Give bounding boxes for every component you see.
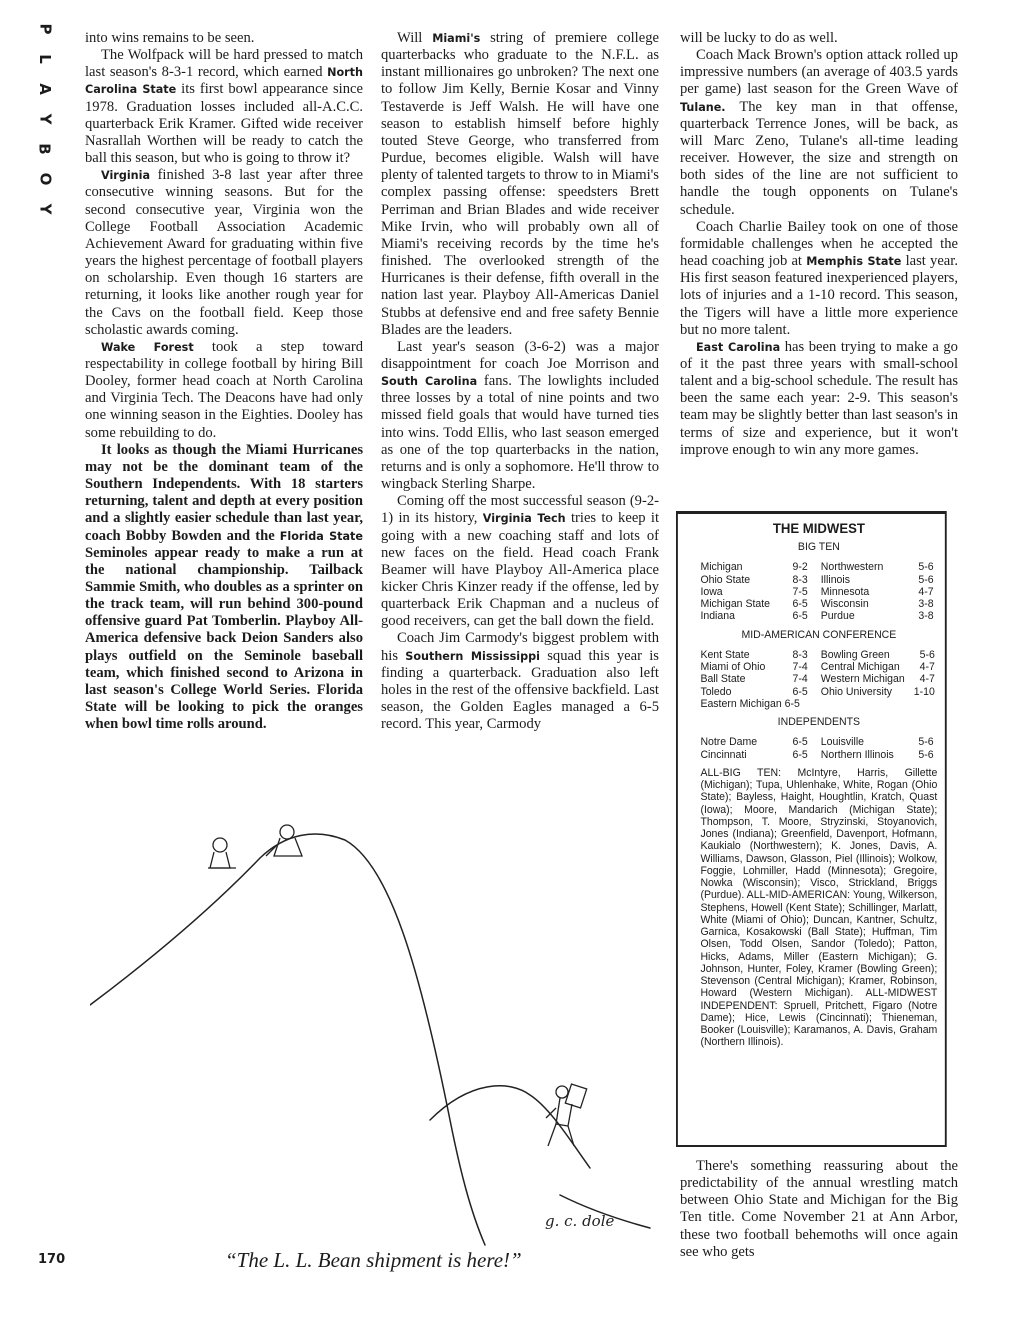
team-name: East Carolina (696, 340, 781, 354)
table-row: Ohio State 8-3 Illinois 5-6 (700, 573, 934, 586)
table-row: Kent State 8-3 Bowling Green 5-6 (700, 648, 935, 661)
table-row: Cincinnati 6-5 Northern Illinois 5-6 (700, 748, 934, 761)
side-letter: P (36, 23, 54, 35)
side-letter: A (35, 83, 54, 95)
box-title: THE MIDWEST (772, 520, 865, 536)
paragraph: Coach Jim Carmody's biggest problem with his Southern Mississippi squad this year is finding a quarterback. Graduation also left holes in the rest of the offensive backfield. Last season, the Golden Eagles managed a 6-5 record. This year, Carmody (381, 630, 659, 733)
article-column-3-continued (680, 1158, 958, 1261)
table-row: Indiana 6-5 Purdue 3-8 (700, 610, 934, 623)
table-row: Miami of Ohio 7-4 Central Michigan 4-7 (700, 661, 935, 673)
side-letter: O (35, 172, 54, 186)
paragraph: will be lucky to do as well. (680, 30, 838, 46)
table-row: Ball State 7-4 Western Michigan 4-7 (700, 673, 935, 686)
paragraph: Coming off the most successful season (9-2-1) in its history, Virginia Tech tries to keep it going with a new coaching staff and lots of new faces on the field. Head coach Frank Beamer will have Playboy All-America place kicker Chris Kinzer ready if the offense, led by quarterback Erik Chapman and a nucleus of good receivers, can get the ball down the field. (381, 493, 660, 630)
standings-table-big-ten (700, 561, 933, 622)
paragraph: Coach Mack Brown's option attack rolled up impressive numbers (an average of 403.5 yards per game) last season for the Green Wave of Tulane. The key man in that offense, quarterback Terrence Jones, will be back, as will Marc Zeno, Tulane's all-time leading receiver. However, the size and strength on both sides of the line are not sufficient to handle the tough opponents on Tulane's schedule. (680, 47, 958, 218)
table-row: Michigan 9-2 Northwestern 5-6 (700, 561, 934, 574)
team-name: Virginia (101, 169, 151, 183)
standings-table-independents (700, 736, 933, 761)
paragraph: Coach Charlie Bailey took on one of those formidable challenges when he accepted the head coaching job at Memphis State last year. His first season featured inexperienced players, lots of injuries and a 1-10 record. This season, the Tigers will have a little more experience but no more talent. (680, 218, 958, 338)
team-name: Wake Forest (101, 340, 194, 354)
paragraph: Last year's season (3-6-2) was a major disappointment for coach Joe Morrison and South Carolina fans. The lowlights included three losses by a total of nine points and two missed field goals that would have turned ties into wins. Todd Ellis, who last season emerged as one of the top quarterbacks in the nation, returns and is only a sophomore. He'll throw to wingback Sterling Sharpe. (381, 338, 660, 493)
side-letter: Y (36, 203, 54, 215)
paragraph: East Carolina has been trying to make a go of it the past three years with small-school talent and a big-school schedule. The result has been the same each year: 2-9. This season's team may be slightly better than last season's in terms of size and experience, but it won't improve enough to win any more games. (680, 338, 958, 458)
table-row: Toledo 6-5 Ohio University 1-10 (700, 685, 935, 698)
article-column-3 (680, 30, 958, 459)
paragraph: into wins remains to be seen. (85, 30, 255, 46)
team-name: South Carolina (381, 375, 478, 389)
midwest-standings-box (676, 511, 947, 1147)
paragraph: There's something reassuring about the predictability of the annual wrestling match between Ohio State and Michigan for the Big Ten title. Come November 21 at Ann Arbor, these two football behemoths will once again see who gets (680, 1158, 958, 1260)
conference-title: INDEPENDENTS (777, 716, 861, 728)
team-name: Memphis State (806, 255, 902, 269)
team-name: Southern Mississippi (405, 649, 540, 663)
side-letter: Y (36, 113, 54, 125)
team-name: Miami's (432, 32, 481, 45)
article-column-1 (85, 30, 363, 733)
standings-table-mac (700, 649, 934, 710)
table-row: Iowa 7-5 Minnesota 4-7 (700, 585, 934, 598)
team-name: Virginia Tech (482, 512, 566, 526)
men-on-summit-icon (208, 825, 302, 868)
side-letter: B (36, 143, 54, 155)
team-name: Tulane. (680, 100, 726, 114)
conference-title: MID-AMERICAN CONFERENCE (741, 628, 897, 641)
paragraph: Virginia finished 3-8 last year after three consecutive winning seasons. But for the second consecutive year, Virginia won the College Football Association Academic Achievement Award for graduating within five years the highest percentage of football players on scholarship. Even though 16 starters are returning, it looks like another rough year for the Cavs on the football field. Keep those scholastic awards coming. (85, 167, 363, 338)
team-name: North Carolina State (85, 66, 363, 97)
team-name: Florida State (279, 529, 363, 543)
paragraph: Will Miami's string of premiere college quarterbacks who graduate to the N.F.L. as instant millionaires go unbroken? The next one to follow Jim Kelly, Bernie Kosar and Vinny Testaverde is Jeff Walsh. He will have one season to establish himself before highly touted Steve George, who transferred from Purdue, becomes eligible. Walsh will have plenty of talented targets to throw to in Miami's complex passing offense: speedsters Brett Perriman and Brian Blades and wide receiver Mike Irvin, who will probably own all of Miami's receiving records by the time he's finished. The overlooked strength of the Hurricanes is their defense, fifth overall in the nation last year. Playboy All-Americas Daniel Stubbs at defensive end and free safety Bennie Blades are the leaders. (381, 30, 659, 338)
table-row: Michigan State 6-5 Wisconsin 3-8 (700, 598, 934, 610)
paragraph: Wake Forest took a step toward respectability in college football by hiring Bill Dooley, former head coach at North Carolina and Virginia Tech. The Deacons have had only one winning season in the Eighties. Dooley has some rebuilding to do. (85, 338, 363, 441)
cartoon-caption: “The L. L. Bean shipment is here!” (225, 1248, 522, 1272)
table-row: Eastern Michigan 6-5 (700, 697, 800, 710)
article-column-2 (381, 30, 659, 733)
paragraph: The Wolfpack will be hard pressed to match last season's 8-3-1 record, which earned North Carolina State its first bowl appearance since 1978. Graduation losses included all-A.C.C. quarterback Erik Kramer. Gifted wide receiver Nasrallah Worthen will be ready to catch the ball this season, but who is going to throw it? (85, 47, 363, 167)
table-row: Notre Dame 6-5 Louisville 5-6 (700, 736, 934, 749)
paragraph: It looks as though the Miami Hurricanes may not be the dominant team of the Southern Independents. With 18 starters returning, talent and depth at every position and a slightly easier schedule than last year, coach Bobby Bowden and the Florida State Seminoles appear ready to make a run at the national championship. Tailback Sammie Smith, who doubles as a sprinter on the track team, will run behind 300-pound offensive guard Pat Tomberlin. Playboy All-America defensive back Deion Sanders also plays outfield on the Seminole baseball team, which finished second to Arizona in last season's College World Series. Florida State will be looking to pick the oranges when bowl time rolls around. (85, 441, 363, 733)
page-number: 170 (38, 1252, 66, 1267)
all-conference-teams: ALL-BIG TEN: McIntyre, Harris, Gillette (Michigan); Tupa, Uhlenhake, White, Rogan (Ohio State); Bayless, Haight, Houghtlin, Kratch, Quast (Iowa); Moore, Mandarich (Michigan State); Thompson, T. Moore, Stryzinski, Stoyanovich, Jones (Indiana); Greenfield, Davenport, Hofmann, Kaukialo (Northwestern); K. Jones, Davis, A. Williams, Dawson, Glasson, Piel (Illinois); Wolkow, Foggie, Lohmiller, Hadd (Minnesota); Gregoire, Nowka (Wisconsin); Visco, Strickland, Briggs (Purdue). ALL-MID-AMERICAN: Young, Wilkerson, Stephens, Howell (Kent State); Schillinger, Marlatt, White (Miami of Ohio); Duncan, Kantner, Schultz, Garnica, Kosakowski (Ball State); Huffman, Tim Olsen, Todd Olsen, Sandor (Toledo); Patton, Hicks, Adams, Miller (Eastern Michigan); G. Johnson, Hunter, Foley, Kramer (Bowling Green); Stevenson (Central Michigan); Kramer, Robinson, Howard (Western Michigan). ALL-MIDWEST INDEPENDENT: Spruell, Pritchett, Figaro (Notre Dame); Hice, Lewis (Cincinnati); Thieneman, Booker (Louisville); Karamanos, A. Davis, Graham (Northern Illinois). (700, 766, 938, 1049)
side-letter: L (36, 54, 54, 64)
cartoon-signature: g. c. dole (545, 1212, 615, 1230)
conference-title: BIG TEN (797, 541, 840, 553)
cartoon-illustration (90, 790, 670, 1250)
playboy-side-wordmark (34, 20, 56, 218)
